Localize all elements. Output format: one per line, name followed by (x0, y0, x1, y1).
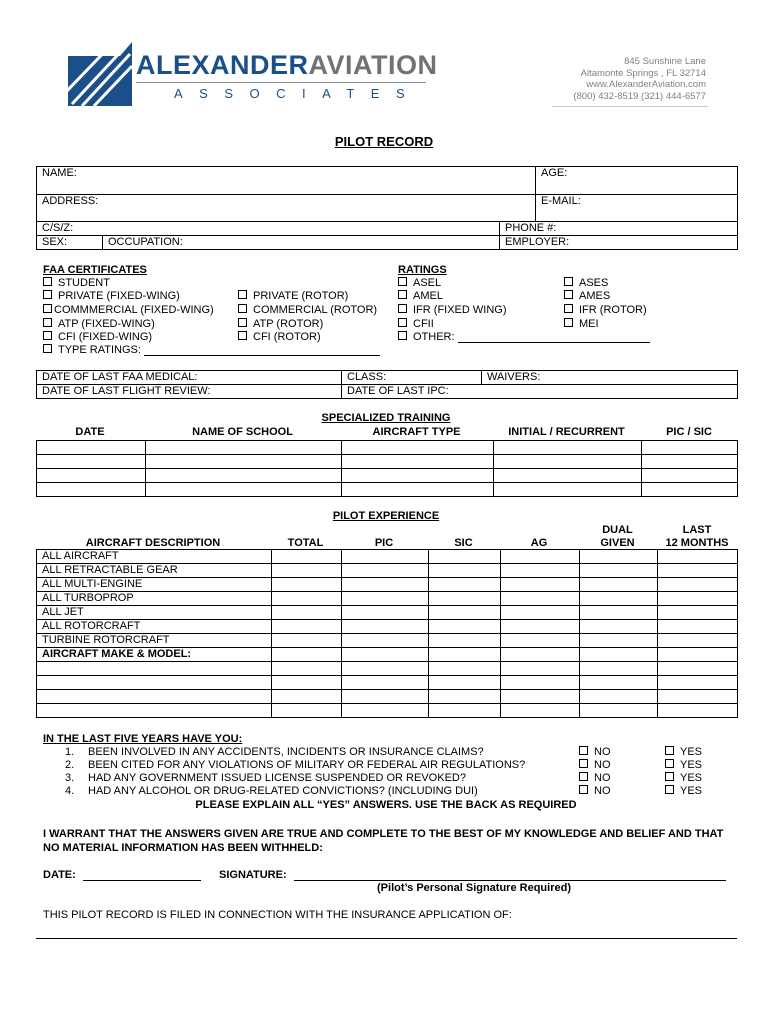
table-cell[interactable] (429, 592, 501, 606)
faa-cert-cfi-fw[interactable]: CFI (FIXED-WING) (43, 331, 152, 343)
table-cell[interactable] (37, 690, 272, 704)
table-cell[interactable] (580, 550, 658, 564)
training-heading: SPECIALIZED TRAINING (321, 412, 451, 424)
rating-other[interactable]: OTHER: (398, 331, 650, 343)
faa-cert-commercial-fw[interactable]: COMMMERCIAL (FIXED-WING) (43, 304, 214, 316)
name-field[interactable]: NAME: (37, 167, 536, 195)
checkbox-icon (43, 290, 52, 299)
table-cell[interactable] (501, 606, 580, 620)
rating-ifr-fw[interactable]: IFR (FIXED WING) (398, 304, 507, 316)
table-cell[interactable] (494, 483, 642, 497)
table-cell[interactable] (580, 606, 658, 620)
checkbox-icon (43, 344, 52, 353)
table-cell[interactable] (342, 704, 429, 718)
warrant-line1: I WARRANT THAT THE ANSWERS GIVEN ARE TRUE AND COMPLETE TO THE BEST OF MY KNOWLEDGE AND BELIEF AND THAT (43, 828, 724, 840)
logo-rule (136, 82, 426, 83)
checkbox-icon (665, 746, 674, 755)
table-cell[interactable] (580, 634, 658, 648)
address-line: www.AlexanderAviation.com (586, 79, 706, 91)
rating-ases[interactable]: ASES (564, 277, 608, 289)
q3-yes[interactable]: YES (665, 772, 702, 784)
table-cell[interactable] (658, 648, 738, 662)
address-line: Altamonte Springs , FL 32714 (580, 67, 706, 79)
table-cell[interactable] (429, 606, 501, 620)
table-cell[interactable] (580, 690, 658, 704)
table-cell[interactable] (272, 662, 342, 676)
last-review-field[interactable]: DATE OF LAST FLIGHT REVIEW: (37, 385, 342, 399)
brand-part1: ALEXANDER (136, 50, 309, 80)
faa-cert-atp-fw[interactable]: ATP (FIXED-WING) (43, 318, 155, 330)
table-cell[interactable] (580, 578, 658, 592)
filed-statement: THIS PILOT RECORD IS FILED IN CONNECTION WITH THE INSURANCE APPLICATION OF: (43, 909, 512, 921)
address-line: (800) 432-8519 (321) 444-6577 (573, 91, 706, 103)
address-line: 845 Sunshine Lane (624, 56, 706, 67)
table-cell[interactable] (580, 620, 658, 634)
checkbox-icon (43, 318, 52, 327)
table-cell[interactable] (37, 704, 272, 718)
table-cell[interactable] (658, 634, 738, 648)
table-cell[interactable] (429, 578, 501, 592)
question-2: 2. BEEN CITED FOR ANY VIOLATIONS OF MILITARY OR FEDERAL AIR REGULATIONS? (65, 759, 526, 771)
checkbox-icon (43, 331, 52, 340)
checkbox-icon (564, 318, 573, 327)
table-cell[interactable] (272, 620, 342, 634)
question-3: 3. HAD ANY GOVERNMENT ISSUED LICENSE SUSPENDED OR REVOKED? (65, 772, 466, 784)
checkbox-icon (398, 331, 407, 340)
table-cell[interactable] (501, 676, 580, 690)
faa-heading: FAA CERTIFICATES (43, 264, 147, 276)
medical-table (36, 370, 738, 399)
waivers-field[interactable]: WAIVERS: (482, 371, 738, 385)
table-cell[interactable] (501, 662, 580, 676)
table-cell[interactable] (272, 690, 342, 704)
checkbox-icon (564, 290, 573, 299)
faa-cert-commercial-rotor[interactable]: COMMERCIAL (ROTOR) (238, 304, 377, 316)
experience-table (36, 549, 738, 718)
page-title: PILOT RECORD (334, 134, 434, 149)
table-cell[interactable] (342, 550, 429, 564)
table-cell[interactable] (580, 592, 658, 606)
checkbox-icon (665, 785, 674, 794)
faa-type-ratings[interactable]: TYPE RATINGS: (43, 344, 380, 356)
table-cell[interactable] (494, 469, 642, 483)
checkbox-icon (398, 318, 407, 327)
faa-cert-private-fw[interactable]: PRIVATE (FIXED-WING) (43, 290, 180, 302)
table-cell[interactable] (37, 455, 146, 469)
table-cell[interactable] (658, 550, 738, 564)
checkbox-icon (398, 290, 407, 299)
table-row-label: ALL TURBOPROP (37, 592, 272, 606)
logo-icon (68, 42, 132, 106)
table-cell[interactable] (342, 564, 429, 578)
table-cell[interactable] (501, 704, 580, 718)
checkbox-icon (564, 304, 573, 313)
checkbox-icon (579, 785, 588, 794)
checkbox-icon (43, 277, 52, 286)
table-cell[interactable] (272, 564, 342, 578)
faa-cert-cfi-rotor[interactable]: CFI (ROTOR) (238, 331, 321, 343)
table-row-label: ALL ROTORCRAFT (37, 620, 272, 634)
table-cell[interactable] (342, 662, 429, 676)
table-cell[interactable] (501, 550, 580, 564)
checkbox-icon (665, 759, 674, 768)
exp-col-description: AIRCRAFT DESCRIPTION (85, 537, 221, 549)
faa-cert-student[interactable]: STUDENT (43, 277, 110, 289)
exp-col-pic: PIC (374, 537, 394, 549)
explain-note: PLEASE EXPLAIN ALL “YES” ANSWERS. USE THE BACK AS REQUIRED (195, 799, 577, 811)
q2-no[interactable]: NO (579, 759, 611, 771)
table-cell[interactable] (501, 634, 580, 648)
table-cell[interactable] (342, 620, 429, 634)
exp-col-sic: SIC (454, 537, 473, 549)
table-cell[interactable] (429, 634, 501, 648)
table-cell[interactable] (429, 550, 501, 564)
table-cell[interactable] (342, 690, 429, 704)
email-field[interactable]: E-MAIL: (536, 195, 738, 222)
table-cell[interactable] (342, 578, 429, 592)
table-cell[interactable] (580, 676, 658, 690)
rating-asel[interactable]: ASEL (398, 277, 441, 289)
table-cell[interactable] (37, 469, 146, 483)
table-cell[interactable] (658, 662, 738, 676)
table-cell[interactable] (658, 592, 738, 606)
table-cell[interactable] (501, 648, 580, 662)
table-cell[interactable] (37, 662, 272, 676)
table-cell[interactable] (429, 564, 501, 578)
checkbox-icon (43, 304, 52, 313)
exp-col-last12: LAST 12 MONTHS (665, 524, 729, 549)
rating-amel[interactable]: AMEL (398, 290, 443, 302)
table-cell[interactable] (580, 648, 658, 662)
age-field[interactable]: AGE: (536, 167, 738, 195)
q1-no[interactable]: NO (579, 746, 611, 758)
table-cell[interactable] (342, 483, 494, 497)
table-cell[interactable] (37, 483, 146, 497)
table-row-label: ALL JET (37, 606, 272, 620)
table-cell[interactable] (146, 455, 342, 469)
table-cell[interactable] (494, 441, 642, 455)
table-cell[interactable] (658, 676, 738, 690)
company-address (573, 56, 706, 103)
table-cell[interactable] (429, 648, 501, 662)
table-cell[interactable] (272, 592, 342, 606)
table-cell[interactable] (642, 469, 738, 483)
table-cell[interactable] (272, 634, 342, 648)
rating-ames[interactable]: AMES (564, 290, 610, 302)
phone-field[interactable]: PHONE #: (500, 222, 738, 236)
checkbox-icon (238, 331, 247, 340)
table-cell[interactable] (146, 441, 342, 455)
table-cell[interactable] (501, 578, 580, 592)
table-cell[interactable] (342, 606, 429, 620)
table-cell[interactable] (342, 441, 494, 455)
training-col-school: NAME OF SCHOOL (192, 426, 293, 438)
brand-sub: ASSOCIATES (174, 86, 422, 101)
class-field[interactable]: CLASS: (342, 371, 482, 385)
last-medical-field[interactable]: DATE OF LAST FAA MEDICAL: (37, 371, 342, 385)
training-col-initial: INITIAL / RECURRENT (508, 426, 625, 438)
checkbox-icon (398, 304, 407, 313)
table-cell[interactable] (37, 676, 272, 690)
table-cell[interactable] (501, 564, 580, 578)
table-cell[interactable] (658, 606, 738, 620)
q3-no[interactable]: NO (579, 772, 611, 784)
csz-field[interactable]: C/S/Z: (37, 222, 500, 236)
table-cell[interactable] (658, 690, 738, 704)
table-cell[interactable] (272, 578, 342, 592)
training-table (36, 440, 738, 497)
table-cell[interactable] (342, 676, 429, 690)
question-4: 4. HAD ANY ALCOHOL OR DRUG-RELATED CONVICTIONS? (INCLUDING DUI) (65, 785, 478, 797)
checkbox-icon (579, 759, 588, 768)
address-field[interactable]: ADDRESS: (37, 195, 536, 222)
table-cell[interactable] (342, 634, 429, 648)
faa-cert-atp-rotor[interactable]: ATP (ROTOR) (238, 318, 323, 330)
table-cell[interactable] (580, 564, 658, 578)
table-cell[interactable] (580, 704, 658, 718)
table-cell[interactable] (494, 455, 642, 469)
warrant-line2: NO MATERIAL INFORMATION HAS BEEN WITHHELD: (43, 842, 323, 854)
exp-col-ag: AG (530, 537, 548, 549)
table-cell[interactable] (501, 690, 580, 704)
exp-col-total: TOTAL (287, 537, 324, 549)
table-row-label: ALL RETRACTABLE GEAR (37, 564, 272, 578)
filed-line[interactable] (36, 938, 737, 939)
table-cell[interactable] (146, 483, 342, 497)
rating-ifr-rotor[interactable]: IFR (ROTOR) (564, 304, 647, 316)
checkbox-icon (238, 304, 247, 313)
table-cell[interactable] (37, 441, 146, 455)
table-cell[interactable] (642, 455, 738, 469)
brand-part2: AVIATION (308, 50, 438, 80)
table-cell[interactable] (342, 648, 429, 662)
table-cell[interactable] (580, 662, 658, 676)
table-cell[interactable] (272, 606, 342, 620)
training-col-aircraft: AIRCRAFT TYPE (372, 426, 461, 438)
table-cell[interactable] (658, 620, 738, 634)
table-row-label: AIRCRAFT MAKE & MODEL: (37, 648, 272, 662)
question-1: 1. BEEN INVOLVED IN ANY ACCIDENTS, INCIDENTS OR INSURANCE CLAIMS? (65, 746, 484, 758)
table-cell[interactable] (429, 690, 501, 704)
occupation-field[interactable]: OCCUPATION: (103, 236, 500, 250)
table-cell[interactable] (658, 564, 738, 578)
table-cell[interactable] (429, 620, 501, 634)
exp-col-dual: DUAL GIVEN (600, 524, 635, 549)
last-ipc-field[interactable]: DATE OF LAST IPC: (342, 385, 738, 399)
checkbox-icon (238, 318, 247, 327)
header-rule (552, 106, 708, 107)
table-cell[interactable] (272, 676, 342, 690)
checkbox-icon (398, 277, 407, 286)
checkbox-icon (665, 772, 674, 781)
table-cell[interactable] (342, 592, 429, 606)
rating-mei[interactable]: MEI (564, 318, 599, 330)
training-col-date: DATE (75, 426, 105, 438)
signature-field[interactable]: SIGNATURE: (219, 869, 726, 881)
date-field[interactable]: DATE: (43, 869, 201, 881)
checkbox-icon (238, 290, 247, 299)
table-cell[interactable] (429, 676, 501, 690)
personal-info-table (36, 166, 738, 250)
table-cell[interactable] (658, 704, 738, 718)
checkbox-icon (579, 746, 588, 755)
q2-yes[interactable]: YES (665, 759, 702, 771)
table-cell[interactable] (642, 483, 738, 497)
q4-no[interactable]: NO (579, 785, 611, 797)
table-cell[interactable] (429, 704, 501, 718)
rating-cfii[interactable]: CFII (398, 318, 434, 330)
training-col-pic: PIC / SIC (666, 426, 712, 438)
ratings-heading: RATINGS (398, 264, 447, 276)
checkbox-icon (579, 772, 588, 781)
questions-heading: IN THE LAST FIVE YEARS HAVE YOU: (43, 733, 243, 745)
table-cell[interactable] (658, 578, 738, 592)
table-cell[interactable] (642, 441, 738, 455)
table-cell[interactable] (146, 469, 342, 483)
q4-yes[interactable]: YES (665, 785, 702, 797)
experience-heading: PILOT EXPERIENCE (332, 510, 440, 522)
table-cell[interactable] (429, 662, 501, 676)
sex-field[interactable]: SEX: (37, 236, 103, 250)
faa-cert-private-rotor[interactable]: PRIVATE (ROTOR) (238, 290, 348, 302)
signature-note: (Pilot’s Personal Signature Required) (377, 882, 571, 894)
table-cell[interactable] (272, 704, 342, 718)
table-cell[interactable] (272, 648, 342, 662)
table-cell[interactable] (342, 455, 494, 469)
table-cell[interactable] (501, 620, 580, 634)
table-row-label: TURBINE ROTORCRAFT (37, 634, 272, 648)
brand-name (136, 50, 438, 81)
table-cell[interactable] (342, 469, 494, 483)
table-cell[interactable] (272, 550, 342, 564)
table-cell[interactable] (501, 592, 580, 606)
checkbox-icon (564, 277, 573, 286)
table-row-label: ALL AIRCRAFT (37, 550, 272, 564)
employer-field[interactable]: EMPLOYER: (500, 236, 738, 250)
table-row-label: ALL MULTI-ENGINE (37, 578, 272, 592)
q1-yes[interactable]: YES (665, 746, 702, 758)
